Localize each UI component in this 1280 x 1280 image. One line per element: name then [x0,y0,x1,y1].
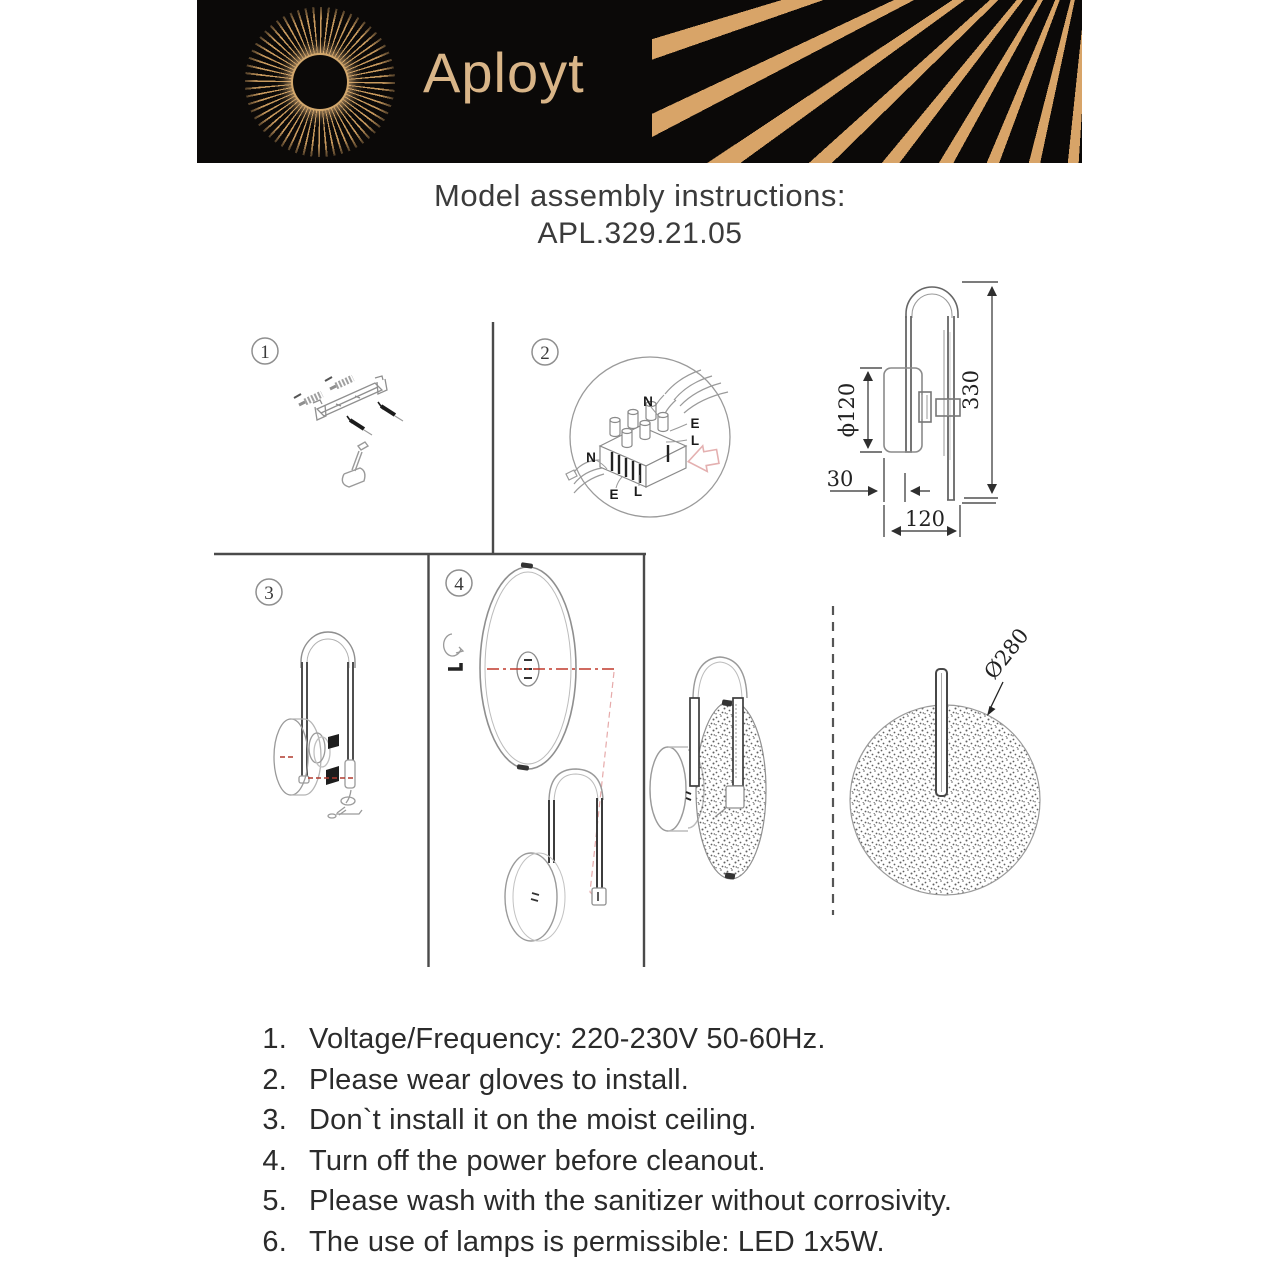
dim-depth: 30 [826,467,854,491]
step-2-wiring-drawing [566,357,730,517]
step-4-number: 4 [454,574,464,595]
list-item [255,1060,1155,1101]
list-item [255,1181,1155,1222]
instruction-list [255,1019,1155,1262]
dim-plate-diameter: ϕ120 [835,382,859,438]
label-l-bottom: L [633,484,643,499]
step-1-hardware-drawing [294,376,403,487]
label-l-right: L [690,433,700,448]
panel-dividers [214,322,646,967]
item-number: 1. [262,1023,287,1055]
list-item [255,1222,1155,1263]
front-view-drawing [833,606,1040,915]
item-number: 5. [262,1185,287,1217]
dim-width: 120 [904,507,946,531]
list-item [255,1019,1155,1060]
item-text: Turn off the power before cleanout. [309,1144,766,1177]
step-4-disc-drawing [444,562,616,941]
label-e-right: E [690,416,700,431]
assembled-lamp-view [650,657,766,880]
item-text: The use of lamps is permissible: LED 1x5W. [309,1225,885,1258]
step-1-number: 1 [260,342,270,363]
item-number: 2. [262,1063,287,1096]
step-3-number: 3 [264,583,274,604]
label-n-top: N [643,394,653,409]
dimension-side-view [827,282,998,537]
item-text: Please wash with the sanitizer without corrosivity. [309,1185,953,1217]
item-text: Don`t install it on the moist ceiling. [309,1104,757,1136]
item-number: 3. [262,1104,287,1136]
step-3-mounting-drawing [274,632,362,818]
model-number: APL.329.21.05 [537,217,743,250]
starburst-core [291,53,349,111]
assembly-diagram [190,260,1100,970]
grommet-part [326,766,339,785]
grommet-part [328,734,339,749]
allen-key-icon [448,663,461,669]
label-e-bottom: E [609,487,619,502]
title-block [0,176,1280,253]
item-number: 4. [262,1144,287,1177]
brand-banner [197,0,1082,163]
screw-axis-lines [280,757,353,778]
dim-shade-diameter: Ø280 [979,623,1034,684]
dim-total-height: 330 [959,369,983,411]
item-number: 6. [262,1225,287,1258]
step-number-badges [252,338,558,605]
list-item [255,1100,1155,1141]
brand-logo-text: Aployt [423,41,585,104]
page-title: Model assembly instructions: [434,178,846,213]
list-item [255,1141,1155,1182]
label-n-left: N [586,450,596,465]
item-text: Please wear gloves to install. [309,1063,689,1096]
direction-arrow-icon [686,444,720,475]
gold-rays-decoration [652,0,1082,163]
step-2-number: 2 [540,343,550,364]
item-text: Voltage/Frequency: 220-230V 50-60Hz. [309,1023,826,1055]
